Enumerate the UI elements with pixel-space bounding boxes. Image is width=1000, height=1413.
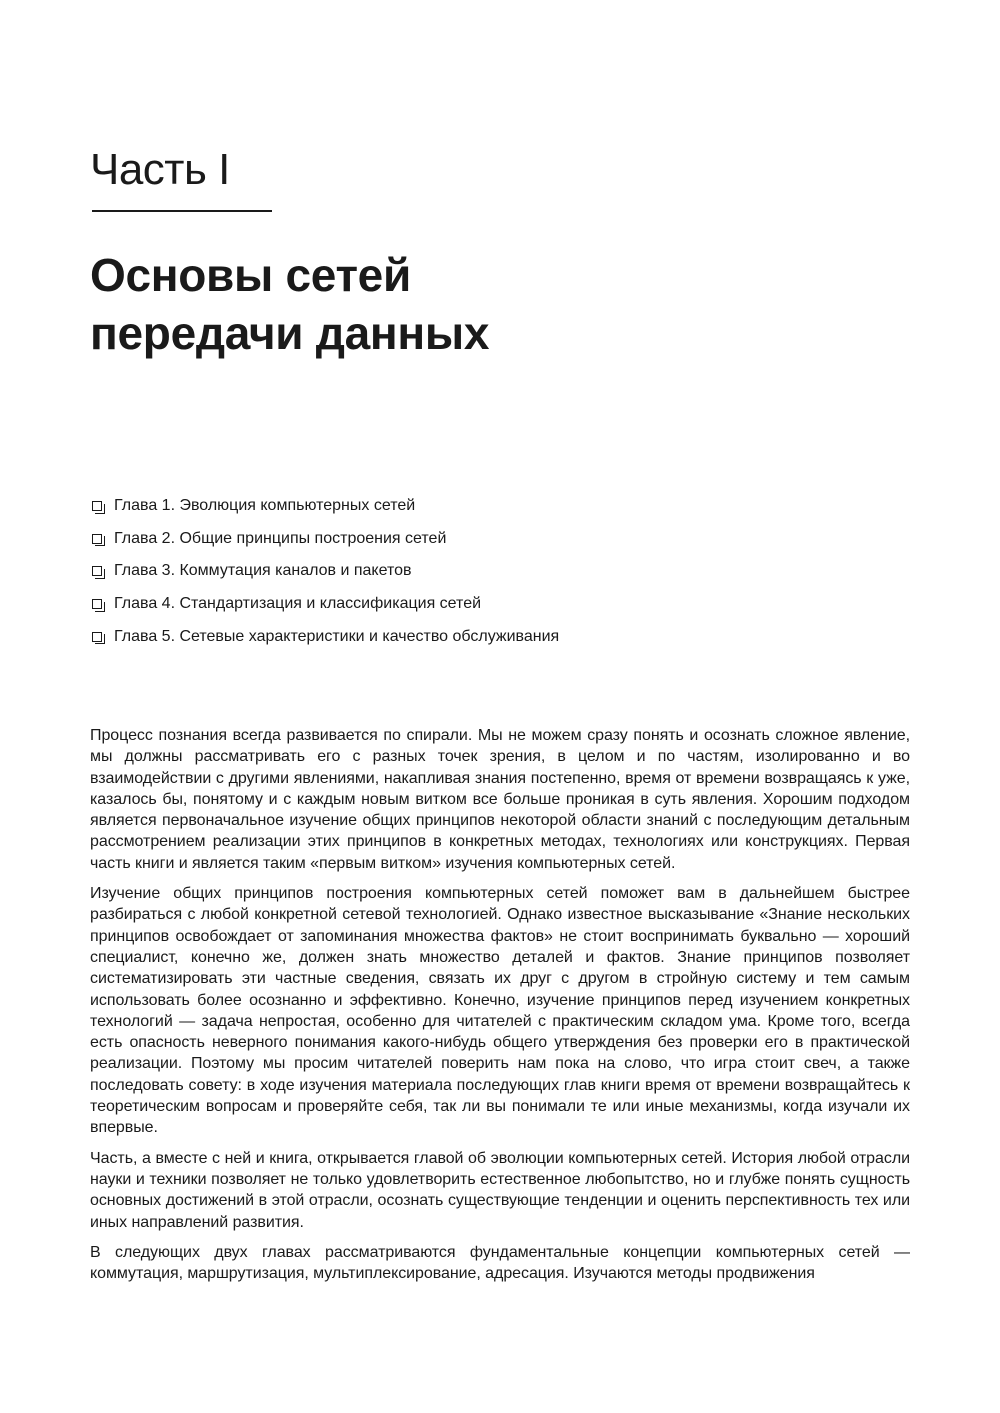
part-label: Часть I	[90, 145, 230, 194]
chapter-label: Глава 1. Эволюция компьютерных сетей	[114, 497, 416, 515]
checkbox-icon	[92, 632, 102, 642]
chapter-label: Глава 3. Коммутация каналов и пакетов	[114, 562, 412, 580]
checkbox-icon	[92, 501, 102, 511]
paragraph: Процесс познания всегда развивается по спирали. Мы не можем сразу понять и осознать сложное явление, мы должны рассматривать его с разных точек зрения, в целом и по частям, изолированно и во взаимодействии с другими явлениями, накапливая знания постепенно, время от времени возвращаясь к уже, казалось бы, понятому и с каждым новым витком все больше проникая в суть явления. Хорошим подходом является первоначальное изучение общих принципов некоторой области знаний с последующим детальным рассмотрением реализации этих принципов в конкретных методах, технологиях или конструкциях. Первая часть книги и является таким «первым витком» изучения компьютерных сетей.	[90, 727, 910, 872]
part-divider	[92, 210, 272, 212]
intro-text	[90, 725, 910, 1293]
chapter-item	[92, 523, 559, 556]
chapter-label: Глава 5. Сетевые характеристики и качество обслуживания	[114, 627, 560, 645]
paragraph: Часть, а вместе с ней и книга, открывается главой об эволюции компьютерных сетей. История любой отрасли науки и техники позволяет не только удовлетворить естественное любопытство, но и глубже понять сущность основных достижений в этой отрасли, осознать существующие тенденции и оценить перспективность тех или иных направлений развития.	[90, 1149, 910, 1231]
checkbox-icon	[92, 566, 102, 576]
paragraph: Изучение общих принципов построения компьютерных сетей поможет вам в дальнейшем быстрее разбираться с любой конкретной сетевой технологией. Однако известное высказывание «Знание нескольких принципов освобождает от запоминания множества фактов» не стоит воспринимать буквально — хороший специалист, конечно же, должен знать множество деталей и фактов. Знание принципов позволяет систематизировать эти частные сведения, связать их друг с другом в стройную систему и тем самым использовать более осознанно и эффективно. Конечно, изучение принципов перед изучением конкретных технологий — задача непростая, особенно для читателей с практическим складом ума. Кроме того, всегда есть опасность неверного понимания какого-нибудь общего утверждения без проверки его в практической реализации. Поэтому мы просим читателей поверить нам пока на слово, что игра стоит свеч, а также последовать совету: в ходе изучения материала последующих глав книги время от времени возвращайтесь к теоретическим вопросам и проверяйте себя, так ли вы понимали те или иные механизмы, когда изучали их впервые.	[90, 885, 910, 1137]
part-title-line: Основы сетей	[90, 249, 411, 301]
part-title-line: передачи данных	[90, 307, 490, 359]
paragraph: В следующих двух главах рассматриваются фундаментальные концепции компьютерных сетей — коммутация, маршрутизация, мультиплексирование, адресация. Изучаются методы продвижения	[90, 1243, 910, 1283]
chapter-item	[92, 588, 559, 621]
chapter-item	[92, 490, 559, 523]
chapter-item	[92, 620, 559, 653]
checkbox-icon	[92, 534, 102, 544]
checkbox-icon	[92, 599, 102, 609]
chapter-list	[92, 490, 559, 653]
chapter-label: Глава 2. Общие принципы построения сетей	[114, 529, 447, 547]
chapter-item	[92, 555, 559, 588]
chapter-label: Глава 4. Стандартизация и классификация сетей	[114, 595, 482, 613]
part-title	[90, 246, 790, 362]
